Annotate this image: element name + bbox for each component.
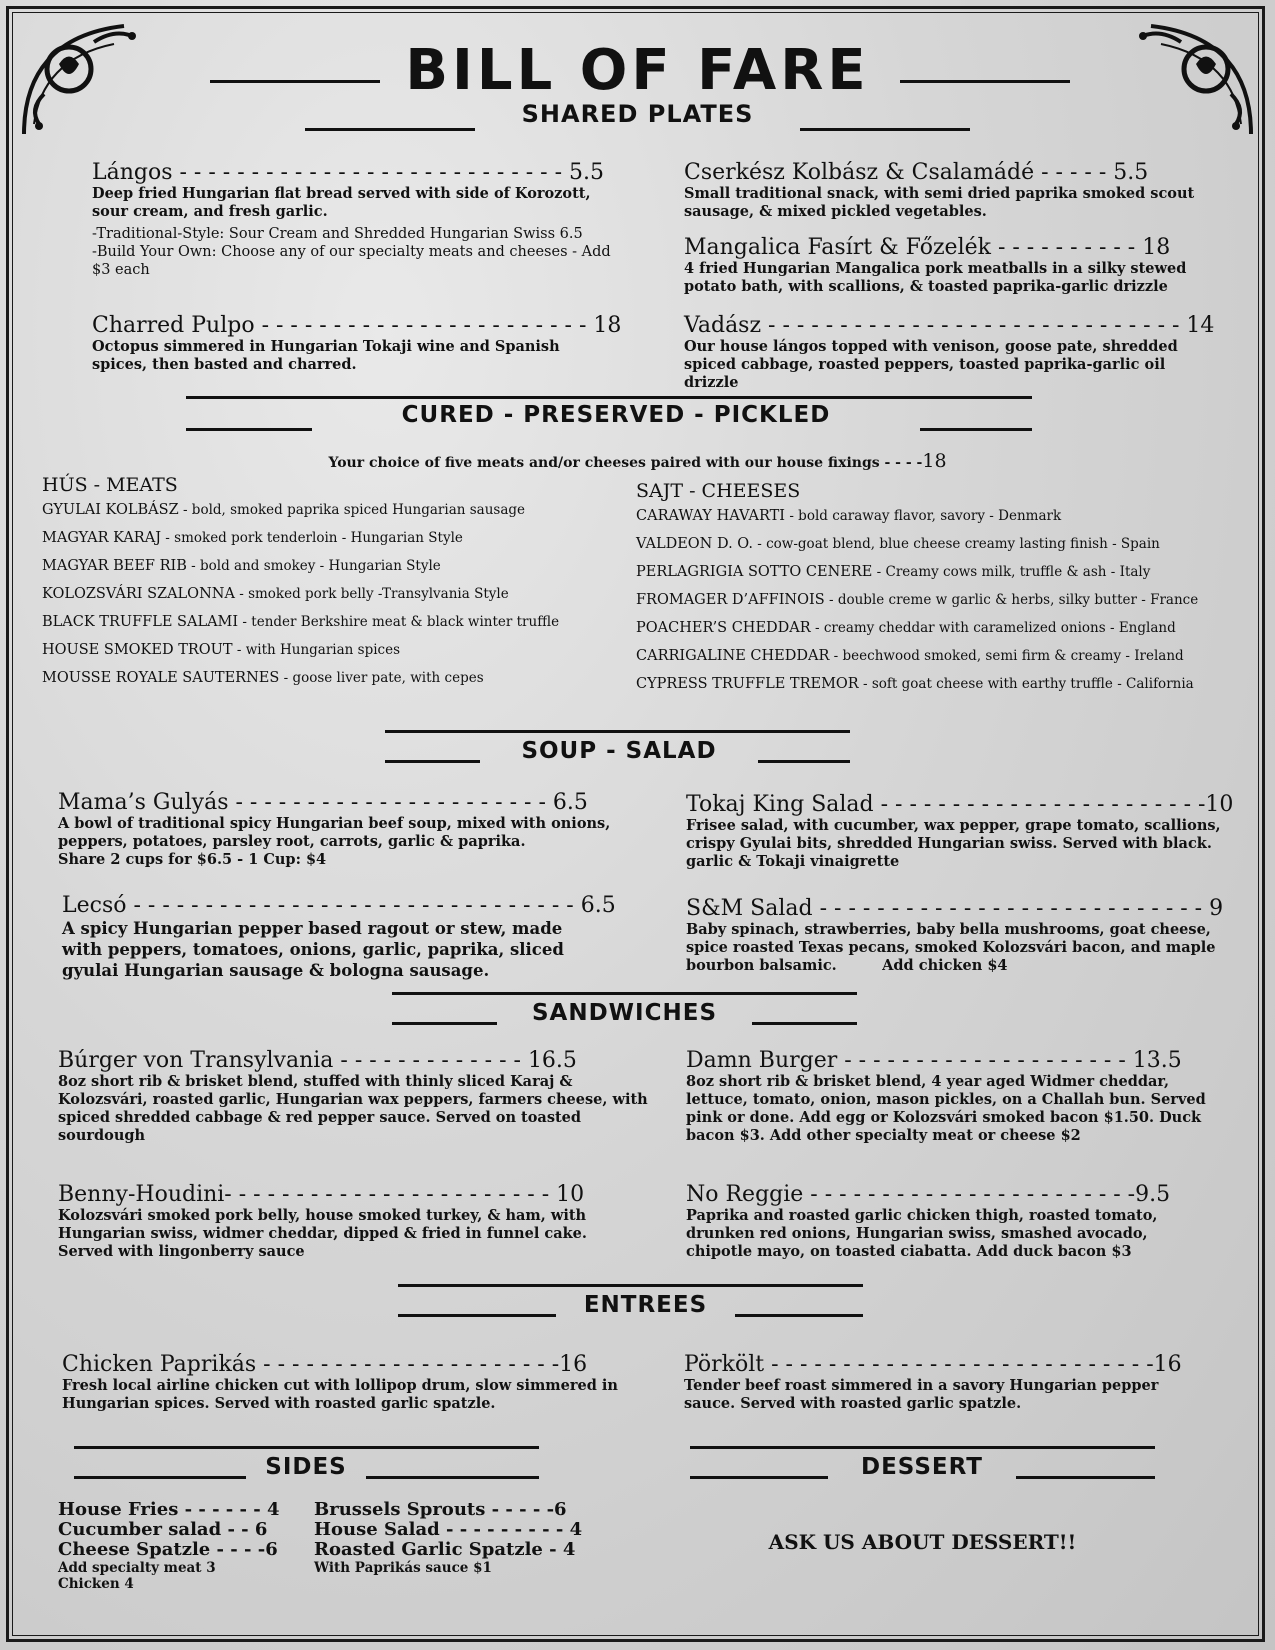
dish-langos — [92, 160, 612, 279]
meat-item — [42, 586, 622, 602]
dish-name: Vadász - - - - - - - - - - - - - - - - - - - - - - - - - - - - - 14 — [684, 313, 1215, 338]
dish-description-text: Baby spinach, strawberries, baby bella mushrooms, goat cheese, spice roasted Texas pecans, smoked Kolozsvári bacon, and maple bourbon balsamic. — [686, 921, 1216, 974]
dish-description: Tender beef roast simmered in a savory Hungarian pepper sauce. Served with roasted garlic spatzle. — [684, 1377, 1159, 1412]
side-item: Cucumber salad - - 6 — [58, 1519, 268, 1540]
item-description: - smoked pork belly -Transylvania Style — [234, 586, 509, 602]
meat-item — [42, 614, 622, 630]
dish-description: 4 fried Hungarian Mangalica pork meatballs in a silky stewed potato bath, with scallions, & toasted paprika-garlic drizzle — [684, 260, 1187, 295]
item-description: - smoked pork tenderloin - Hungarian Style — [161, 530, 463, 546]
dish-description: Our house lángos topped with venison, goose pate, shredded spiced cabbage, roasted peppers, toasted paprika-garlic oil drizzle — [684, 338, 1178, 391]
dish-sm-salad — [686, 896, 1226, 975]
section-rule — [385, 730, 850, 733]
item-description: - soft goat cheese with earthy truffle - California — [858, 676, 1194, 692]
dish-tokaj-king-salad — [686, 792, 1234, 871]
dish-description — [686, 921, 1226, 975]
cheeses-heading: SAJT - CHEESES — [636, 480, 801, 502]
dish-name: Pörkölt - - - - - - - - - - - - - - - - - - - - - - - - - - -16 — [684, 1352, 1182, 1377]
item-description: - bold, smoked paprika spiced Hungarian sausage — [178, 502, 526, 518]
dish-option: -Build Your Own: Choose any of our specialty meats and cheeses - Add $3 each — [92, 244, 611, 278]
dish-description: 8oz short rib & brisket blend, stuffed with thinly sliced Karaj & Kolozsvári, roasted garlic, Hungarian wax peppers, farmers cheese, with spiced shredded cabbage & red pepper sauce. Served on toasted sourdough — [58, 1073, 648, 1144]
section-rule — [392, 1022, 497, 1025]
dish-name: No Reggie - - - - - - - - - - - - - - - - - - - - - - -9.5 — [686, 1182, 1171, 1207]
item-name: FROMAGER D’AFFINOIS — [636, 592, 825, 608]
side-item: House Fries - - - - - - 4 — [58, 1499, 280, 1520]
cheese-item — [636, 620, 1256, 636]
cured-intro — [0, 450, 1275, 472]
section-rule — [690, 1476, 828, 1479]
dish-name: Benny-Houdini- - - - - - - - - - - - - - - - - - - - - - - 10 — [58, 1182, 585, 1207]
meat-item — [42, 558, 622, 574]
section-rule — [920, 428, 1032, 431]
section-title-sandwiches: SANDWICHES — [531, 1000, 718, 1026]
item-name: CARRIGALINE CHEDDAR — [636, 648, 830, 664]
dish-gulyas — [58, 790, 618, 869]
item-description: - with Hungarian spices — [232, 642, 401, 658]
dish-chicken-paprikas — [62, 1352, 622, 1413]
dish-description: Fresh local airline chicken cut with lollipop drum, slow simmered in Hungarian spices. Served with roasted garlic spatzle. — [62, 1377, 618, 1412]
dish-damn-burger — [686, 1048, 1216, 1145]
meats-heading: HÚS - MEATS — [42, 474, 178, 496]
cured-intro-price: 18 — [922, 450, 947, 472]
item-name: PERLAGRIGIA SOTTO CENERE — [636, 564, 873, 580]
dish-name: Lángos - - - - - - - - - - - - - - - - - - - - - - - - - - - 5.5 — [92, 160, 605, 185]
side-note: Add specialty meat 3 — [58, 1560, 216, 1576]
dish-name: Lecsó - - - - - - - - - - - - - - - - - - - - - - - - - - - - - - - 6.5 — [62, 893, 616, 918]
item-description: - bold caraway flavor, savory - Denmark — [785, 508, 1062, 524]
side-item: House Salad - - - - - - - - - 4 — [314, 1519, 583, 1540]
item-description: - tender Berkshire meat & black winter truffle — [238, 614, 560, 630]
side-note: Chicken 4 — [58, 1576, 134, 1592]
side-item: Brussels Sprouts - - - - -6 — [314, 1499, 567, 1520]
item-description: - beechwood smoked, semi firm & creamy - Ireland — [829, 648, 1184, 664]
section-rule — [305, 128, 475, 131]
dish-description: A bowl of traditional spicy Hungarian beef soup, mixed with onions, peppers, potatoes, parsley root, carrots, garlic & paprika. — [58, 815, 611, 850]
section-title-entrees: ENTREES — [583, 1292, 708, 1318]
side-item: Cheese Spatzle - - - -6 — [58, 1539, 278, 1560]
item-description: - bold and smokey - Hungarian Style — [186, 558, 441, 574]
item-description: - Creamy cows milk, truffle & ash - Italy — [872, 564, 1151, 580]
section-title-shared-plates: SHARED PLATES — [521, 100, 754, 128]
dish-description: A spicy Hungarian pepper based ragout or stew, made with peppers, tomatoes, onions, garlic, paprika, sliced gyulai Hungarian sausage & bologna sausage. — [62, 919, 564, 980]
dish-name: Damn Burger - - - - - - - - - - - - - - - - - - - - 13.5 — [686, 1048, 1182, 1073]
item-name: MAGYAR BEEF RIB — [42, 558, 187, 574]
section-rule — [735, 1314, 863, 1317]
dish-mangalica — [684, 235, 1214, 296]
dish-option: -Traditional-Style: Sour Cream and Shredded Hungarian Swiss 6.5 — [92, 226, 583, 242]
cured-intro-text: Your choice of five meats and/or cheeses paired with our house fixings - - - - — [328, 455, 923, 471]
item-description: - double creme w garlic & herbs, silky butter - France — [824, 592, 1199, 608]
item-name: MAGYAR KARAJ — [42, 530, 162, 546]
meat-item — [42, 530, 622, 546]
dish-description: Frisee salad, with cucumber, wax pepper, grape tomato, scallions, crispy Gyulai bits, shredded Hungarian swiss. Served with black. garlic & Tokaji vinaigrette — [686, 817, 1221, 870]
section-rule — [385, 760, 480, 763]
dish-description: 8oz short rib & brisket blend, 4 year aged Widmer cheddar, lettuce, tomato, onion, mason pickles, on a Challah bun. Served pink or done. Add egg or Kolozsvári smoked bacon $1.50. Duck bacon $3. Add other specialty meat or cheese $2 — [686, 1073, 1206, 1144]
dish-description: Small traditional snack, with semi dried paprika smoked scout sausage, & mixed pickled vegetables. — [684, 185, 1195, 220]
item-name: VALDEON D. O. — [636, 536, 753, 552]
section-rule — [398, 1314, 556, 1317]
dish-name: Búrger von Transylvania - - - - - - - - - - - - - 16.5 — [58, 1048, 577, 1073]
section-rule — [186, 396, 1032, 399]
side-item: Roasted Garlic Spatzle - 4 — [314, 1539, 576, 1560]
section-rule — [398, 1284, 863, 1287]
dish-name: Tokaj King Salad - - - - - - - - - - - - - - - - - - - - - - -10 — [686, 792, 1234, 817]
cheese-item — [636, 592, 1256, 608]
section-rule — [186, 428, 312, 431]
dish-burger-von-transylvania — [58, 1048, 648, 1145]
dish-description: Octopus simmered in Hungarian Tokaji wine and Spanish spices, then basted and charred. — [92, 338, 560, 373]
dessert-message: ASK US ABOUT DESSERT!! — [768, 1530, 1077, 1554]
dish-porkolt — [684, 1352, 1204, 1413]
item-description: - creamy cheddar with caramelized onions - England — [810, 620, 1176, 636]
item-name: MOUSSE ROYALE SAUTERNES — [42, 670, 280, 686]
dish-name: Chicken Paprikás - - - - - - - - - - - - - - - - - - - - -16 — [62, 1352, 588, 1377]
item-name: CYPRESS TRUFFLE TREMOR — [636, 676, 859, 692]
cheese-item — [636, 676, 1256, 692]
section-title-cured: CURED - PRESERVED - PICKLED — [401, 402, 831, 428]
sides-column-1 — [58, 1500, 298, 1592]
cheeses-list — [636, 480, 1256, 704]
cheese-item — [636, 508, 1256, 524]
dish-note: Share 2 cups for $6.5 - 1 Cup: $4 — [58, 851, 327, 868]
section-rule — [1016, 1476, 1155, 1479]
section-rule — [366, 1476, 539, 1479]
dish-name: Mama’s Gulyás - - - - - - - - - - - - - - - - - - - - - - 6.5 — [58, 790, 588, 815]
meat-item — [42, 642, 622, 658]
item-name: GYULAI KOLBÁSZ — [42, 502, 179, 518]
meat-item — [42, 502, 622, 518]
dish-name: Mangalica Fasírt & Főzelék - - - - - - - - - - 18 — [684, 235, 1171, 260]
dish-note: Add chicken $4 — [882, 957, 1008, 974]
dish-charred-pulpo — [92, 313, 622, 374]
item-name: BLACK TRUFFLE SALAMI — [42, 614, 239, 630]
section-title-sides: SIDES — [265, 1454, 347, 1480]
dish-kolbasz — [684, 160, 1204, 221]
cheese-item — [636, 536, 1256, 552]
dish-vadasz — [684, 313, 1214, 392]
section-rule — [690, 1446, 1155, 1449]
dish-name: Cserkész Kolbász & Csalamádé - - - - - 5.5 — [684, 160, 1149, 185]
sides-column-2 — [314, 1500, 594, 1576]
section-title-soup-salad: SOUP - SALAD — [521, 738, 717, 764]
cheese-item — [636, 564, 1256, 580]
dish-lecso — [62, 893, 616, 981]
section-title-dessert: DESSERT — [861, 1454, 983, 1480]
section-rule — [800, 128, 970, 131]
section-rule — [74, 1476, 246, 1479]
section-rule — [758, 760, 850, 763]
dish-description: Kolozsvári smoked pork belly, house smoked turkey, & ham, with Hungarian swiss, widmer cheddar, dipped & fried in funnel cake. Served with lingonberry sauce — [58, 1207, 587, 1260]
meats-list — [42, 474, 622, 698]
dish-benny-houdini — [58, 1182, 588, 1261]
page-title: BILL OF FARE — [405, 38, 870, 103]
item-description: - cow-goat blend, blue cheese creamy lasting finish - Spain — [752, 536, 1160, 552]
cheese-item — [636, 648, 1256, 664]
item-name: HOUSE SMOKED TROUT — [42, 642, 233, 658]
dish-name: S&M Salad - - - - - - - - - - - - - - - - - - - - - - - - - - - 9 — [686, 896, 1224, 921]
dish-no-reggie — [686, 1182, 1206, 1261]
section-rule — [392, 992, 857, 995]
dish-name: Charred Pulpo - - - - - - - - - - - - - - - - - - - - - - - 18 — [92, 313, 622, 338]
item-name: KOLOZSVÁRI SZALONNA — [42, 586, 235, 602]
item-description: - goose liver pate, with cepes — [279, 670, 484, 686]
item-name: POACHER’S CHEDDAR — [636, 620, 811, 636]
side-note: With Paprikás sauce $1 — [314, 1560, 492, 1576]
section-rule — [74, 1446, 539, 1449]
meat-item — [42, 670, 622, 686]
item-name: CARAWAY HAVARTI — [636, 508, 786, 524]
dish-description: Paprika and roasted garlic chicken thigh, roasted tomato, drunken red onions, Hungarian swiss, smashed avocado, chipotle mayo, on toasted ciabatta. Add duck bacon $3 — [686, 1207, 1158, 1260]
dish-description: Deep fried Hungarian flat bread served with side of Korozott, sour cream, and fresh garlic. — [92, 185, 591, 220]
section-rule — [752, 1022, 857, 1025]
